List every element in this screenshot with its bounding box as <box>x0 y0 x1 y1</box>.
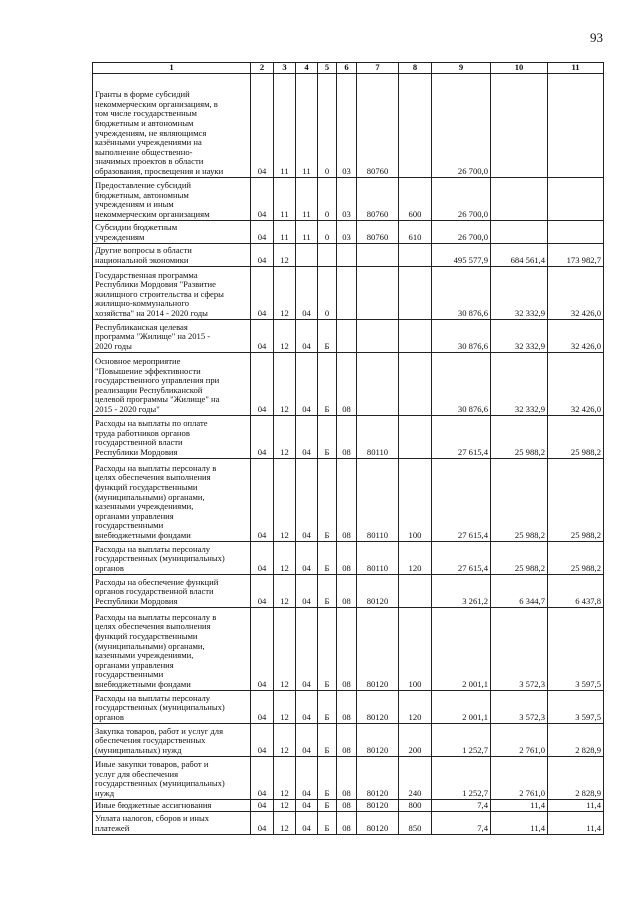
cell-col-6: 03 <box>337 73 357 177</box>
row-name-cell: Закупка товаров, работ и услуг для обеспечения государственных (муниципальных) нужд <box>93 723 251 756</box>
column-header-1: 1 <box>93 63 251 74</box>
cell-col-10 <box>491 220 548 243</box>
cell-col-7: 80120 <box>357 607 399 690</box>
cell-col-3: 12 <box>274 690 296 723</box>
cell-col-6: 03 <box>337 220 357 243</box>
cell-col-6: 03 <box>337 177 357 220</box>
row-name-cell: Гранты в форме субсидий некоммерческим организациям, в том числе государственным бюджетным и автономным учреждениям, не являющимся казёнными учреждениями на выполнение общественно- значимых проектов в области образования, просвещения и науки <box>93 73 251 177</box>
row-name-cell: Другие вопросы в области национальной экономики <box>93 243 251 266</box>
column-header-7: 7 <box>357 63 399 74</box>
row-name-cell: Расходы на выплаты персоналу государственных (муниципальных) органов <box>93 690 251 723</box>
cell-col-10: 25 988,2 <box>491 415 548 458</box>
cell-col-5: Б <box>318 607 337 690</box>
cell-col-2: 04 <box>251 723 274 756</box>
cell-col-7: 80110 <box>357 415 399 458</box>
cell-col-8 <box>399 574 432 607</box>
table-row <box>93 319 604 352</box>
cell-col-5: 0 <box>318 266 337 319</box>
cell-col-5: 0 <box>318 220 337 243</box>
table-row <box>93 352 604 415</box>
cell-col-11: 11,4 <box>548 799 604 811</box>
cell-col-3: 11 <box>274 177 296 220</box>
cell-col-2: 04 <box>251 319 274 352</box>
cell-col-9: 27 615,4 <box>432 541 491 574</box>
cell-col-2: 04 <box>251 756 274 799</box>
row-name-cell: Субсидии бюджетным учреждениям <box>93 220 251 243</box>
cell-col-3: 11 <box>274 73 296 177</box>
column-header-8: 8 <box>399 63 432 74</box>
cell-col-11 <box>548 73 604 177</box>
cell-col-2: 04 <box>251 574 274 607</box>
cell-col-11: 25 988,2 <box>548 415 604 458</box>
cell-col-2: 04 <box>251 243 274 266</box>
cell-col-11: 32 426,0 <box>548 266 604 319</box>
cell-col-5: Б <box>318 690 337 723</box>
cell-col-7: 80760 <box>357 73 399 177</box>
cell-col-6: 08 <box>337 756 357 799</box>
cell-col-3: 12 <box>274 541 296 574</box>
cell-col-7 <box>357 266 399 319</box>
cell-col-5: Б <box>318 458 337 541</box>
cell-col-2: 04 <box>251 266 274 319</box>
cell-col-8 <box>399 319 432 352</box>
cell-col-3: 12 <box>274 799 296 811</box>
cell-col-3: 12 <box>274 607 296 690</box>
row-name-cell: Иные закупки товаров, работ и услуг для обеспечения государственных (муниципальных) нужд <box>93 756 251 799</box>
cell-col-2: 04 <box>251 799 274 811</box>
cell-col-9: 30 876,6 <box>432 319 491 352</box>
cell-col-9: 3 261,2 <box>432 574 491 607</box>
cell-col-6 <box>337 319 357 352</box>
cell-col-10: 3 572,3 <box>491 607 548 690</box>
row-name-cell: Расходы на выплаты персоналу государственных (муниципальных) органов <box>93 541 251 574</box>
cell-col-3: 12 <box>274 756 296 799</box>
cell-col-11: 11,4 <box>548 811 604 834</box>
cell-col-9: 7,4 <box>432 799 491 811</box>
cell-col-8: 600 <box>399 177 432 220</box>
cell-col-9: 27 615,4 <box>432 458 491 541</box>
cell-col-5: Б <box>318 415 337 458</box>
cell-col-7: 80120 <box>357 574 399 607</box>
cell-col-9: 26 700,0 <box>432 73 491 177</box>
cell-col-5: Б <box>318 352 337 415</box>
cell-col-11: 3 597,5 <box>548 690 604 723</box>
cell-col-9: 26 700,0 <box>432 177 491 220</box>
cell-col-3: 12 <box>274 266 296 319</box>
cell-col-6: 08 <box>337 799 357 811</box>
cell-col-4: 04 <box>296 799 318 811</box>
cell-col-3: 12 <box>274 458 296 541</box>
cell-col-3: 12 <box>274 574 296 607</box>
cell-col-3: 12 <box>274 723 296 756</box>
column-header-10: 10 <box>491 63 548 74</box>
row-name-cell: Уплата налогов, сборов и иных платежей <box>93 811 251 834</box>
cell-col-4: 04 <box>296 352 318 415</box>
table-row <box>93 177 604 220</box>
cell-col-9: 26 700,0 <box>432 220 491 243</box>
table-row <box>93 541 604 574</box>
table-row <box>93 243 604 266</box>
cell-col-9: 2 001,1 <box>432 690 491 723</box>
cell-col-8 <box>399 73 432 177</box>
column-header-6: 6 <box>337 63 357 74</box>
cell-col-6: 08 <box>337 690 357 723</box>
cell-col-10: 25 988,2 <box>491 458 548 541</box>
cell-col-11: 2 828,9 <box>548 756 604 799</box>
cell-col-9: 495 577,9 <box>432 243 491 266</box>
cell-col-11: 25 988,2 <box>548 458 604 541</box>
row-name-cell: Расходы на обеспечение функций органов государственной власти Республики Мордовия <box>93 574 251 607</box>
cell-col-2: 04 <box>251 73 274 177</box>
cell-col-2: 04 <box>251 177 274 220</box>
cell-col-9: 1 252,7 <box>432 756 491 799</box>
cell-col-8: 240 <box>399 756 432 799</box>
cell-col-8: 850 <box>399 811 432 834</box>
cell-col-5: Б <box>318 723 337 756</box>
cell-col-8 <box>399 266 432 319</box>
cell-col-10: 32 332,9 <box>491 352 548 415</box>
cell-col-6 <box>337 243 357 266</box>
cell-col-10: 32 332,9 <box>491 319 548 352</box>
cell-col-8 <box>399 352 432 415</box>
cell-col-4: 04 <box>296 319 318 352</box>
cell-col-8 <box>399 415 432 458</box>
table-row <box>93 607 604 690</box>
row-name-cell: Иные бюджетные ассигнования <box>93 799 251 811</box>
cell-col-3: 12 <box>274 243 296 266</box>
row-name-cell: Предоставление субсидий бюджетным, автономным учреждениям и иным некоммерческим организациям <box>93 177 251 220</box>
cell-col-8 <box>399 243 432 266</box>
cell-col-3: 12 <box>274 811 296 834</box>
cell-col-4 <box>296 243 318 266</box>
cell-col-9: 30 876,6 <box>432 266 491 319</box>
cell-col-2: 04 <box>251 811 274 834</box>
cell-col-11: 25 988,2 <box>548 541 604 574</box>
cell-col-7: 80110 <box>357 458 399 541</box>
cell-col-6: 08 <box>337 541 357 574</box>
cell-col-7: 80120 <box>357 799 399 811</box>
cell-col-4: 04 <box>296 415 318 458</box>
row-name-cell: Расходы на выплаты персоналу в целях обеспечения выполнения функций государственными (муниципальными) органами, казенными учреждениями, органами управления государственными внебюджетными фондами <box>93 458 251 541</box>
cell-col-4: 11 <box>296 73 318 177</box>
cell-col-11: 3 597,5 <box>548 607 604 690</box>
cell-col-10 <box>491 73 548 177</box>
table-row <box>93 756 604 799</box>
row-name-cell: Расходы на выплаты персоналу в целях обеспечения выполнения функций государственными (муниципальными) органами, казенными учреждениями, органами управления государственными внебюджетными фондами <box>93 607 251 690</box>
row-name-cell: Основное мероприятие "Повышение эффективности государственного управления при реализации Республиканской целевой программы "Жилище" на 2015 - 2020 годы" <box>93 352 251 415</box>
cell-col-10: 684 561,4 <box>491 243 548 266</box>
column-header-3: 3 <box>274 63 296 74</box>
table-row <box>93 415 604 458</box>
column-header-9: 9 <box>432 63 491 74</box>
cell-col-2: 04 <box>251 352 274 415</box>
cell-col-7 <box>357 352 399 415</box>
table-body <box>93 73 604 834</box>
cell-col-10: 2 761,0 <box>491 723 548 756</box>
cell-col-8: 610 <box>399 220 432 243</box>
cell-col-4: 04 <box>296 607 318 690</box>
page-number: 93 <box>590 30 603 45</box>
cell-col-11: 2 828,9 <box>548 723 604 756</box>
cell-col-9: 7,4 <box>432 811 491 834</box>
cell-col-4: 04 <box>296 574 318 607</box>
cell-col-11: 173 982,7 <box>548 243 604 266</box>
cell-col-2: 04 <box>251 541 274 574</box>
cell-col-9: 30 876,6 <box>432 352 491 415</box>
cell-col-11 <box>548 177 604 220</box>
cell-col-10: 25 988,2 <box>491 541 548 574</box>
row-name-cell: Расходы на выплаты по оплате труда работников органов государственной власти Республики Мордовия <box>93 415 251 458</box>
cell-col-10: 2 761,0 <box>491 756 548 799</box>
cell-col-8: 120 <box>399 690 432 723</box>
column-header-11: 11 <box>548 63 604 74</box>
column-header-4: 4 <box>296 63 318 74</box>
header-row <box>93 63 604 74</box>
cell-col-9: 27 615,4 <box>432 415 491 458</box>
cell-col-5: Б <box>318 756 337 799</box>
cell-col-10: 6 344,7 <box>491 574 548 607</box>
cell-col-10: 11,4 <box>491 811 548 834</box>
cell-col-9: 2 001,1 <box>432 607 491 690</box>
cell-col-8: 200 <box>399 723 432 756</box>
cell-col-3: 12 <box>274 352 296 415</box>
cell-col-6 <box>337 266 357 319</box>
cell-col-6: 08 <box>337 723 357 756</box>
cell-col-6: 08 <box>337 811 357 834</box>
table-row <box>93 458 604 541</box>
cell-col-2: 04 <box>251 690 274 723</box>
cell-col-8: 100 <box>399 458 432 541</box>
cell-col-7: 80120 <box>357 690 399 723</box>
budget-table <box>92 62 604 835</box>
cell-col-5: 0 <box>318 177 337 220</box>
row-name-cell: Республиканская целевая программа "Жилище" на 2015 - 2020 годы <box>93 319 251 352</box>
cell-col-5: Б <box>318 319 337 352</box>
table-row <box>93 690 604 723</box>
cell-col-7: 80760 <box>357 177 399 220</box>
table-row <box>93 574 604 607</box>
table-row <box>93 220 604 243</box>
table-row <box>93 811 604 834</box>
cell-col-4: 04 <box>296 723 318 756</box>
cell-col-10 <box>491 177 548 220</box>
cell-col-7 <box>357 319 399 352</box>
column-header-5: 5 <box>318 63 337 74</box>
cell-col-4: 04 <box>296 458 318 541</box>
cell-col-5: 0 <box>318 73 337 177</box>
row-name-cell: Государственная программа Республики Мордовия "Развитие жилищного строительства и сферы жилищно-коммунального хозяйства" на 2014 - 2020 годы <box>93 266 251 319</box>
cell-col-4: 04 <box>296 541 318 574</box>
cell-col-8: 800 <box>399 799 432 811</box>
table-row <box>93 799 604 811</box>
cell-col-6: 08 <box>337 607 357 690</box>
cell-col-4: 04 <box>296 756 318 799</box>
cell-col-11 <box>548 220 604 243</box>
cell-col-5: Б <box>318 811 337 834</box>
table-row <box>93 73 604 177</box>
cell-col-6: 08 <box>337 352 357 415</box>
column-header-2: 2 <box>251 63 274 74</box>
cell-col-8: 100 <box>399 607 432 690</box>
cell-col-10: 3 572,3 <box>491 690 548 723</box>
cell-col-2: 04 <box>251 415 274 458</box>
cell-col-4: 04 <box>296 811 318 834</box>
cell-col-7: 80110 <box>357 541 399 574</box>
cell-col-7: 80120 <box>357 811 399 834</box>
cell-col-4: 04 <box>296 266 318 319</box>
cell-col-10: 11,4 <box>491 799 548 811</box>
cell-col-11: 32 426,0 <box>548 319 604 352</box>
table-row <box>93 266 604 319</box>
cell-col-3: 12 <box>274 415 296 458</box>
cell-col-3: 12 <box>274 319 296 352</box>
cell-col-6: 08 <box>337 574 357 607</box>
cell-col-4: 11 <box>296 220 318 243</box>
cell-col-2: 04 <box>251 607 274 690</box>
cell-col-2: 04 <box>251 220 274 243</box>
cell-col-7 <box>357 243 399 266</box>
cell-col-5: Б <box>318 574 337 607</box>
cell-col-8: 120 <box>399 541 432 574</box>
cell-col-10: 32 332,9 <box>491 266 548 319</box>
cell-col-4: 11 <box>296 177 318 220</box>
cell-col-6: 08 <box>337 415 357 458</box>
cell-col-7: 80120 <box>357 756 399 799</box>
cell-col-9: 1 252,7 <box>432 723 491 756</box>
cell-col-5 <box>318 243 337 266</box>
cell-col-4: 04 <box>296 690 318 723</box>
cell-col-5: Б <box>318 541 337 574</box>
cell-col-5: Б <box>318 799 337 811</box>
cell-col-11: 6 437,8 <box>548 574 604 607</box>
table-row <box>93 723 604 756</box>
cell-col-7: 80760 <box>357 220 399 243</box>
cell-col-11: 32 426,0 <box>548 352 604 415</box>
cell-col-2: 04 <box>251 458 274 541</box>
cell-col-3: 11 <box>274 220 296 243</box>
cell-col-7: 80120 <box>357 723 399 756</box>
cell-col-6: 08 <box>337 458 357 541</box>
